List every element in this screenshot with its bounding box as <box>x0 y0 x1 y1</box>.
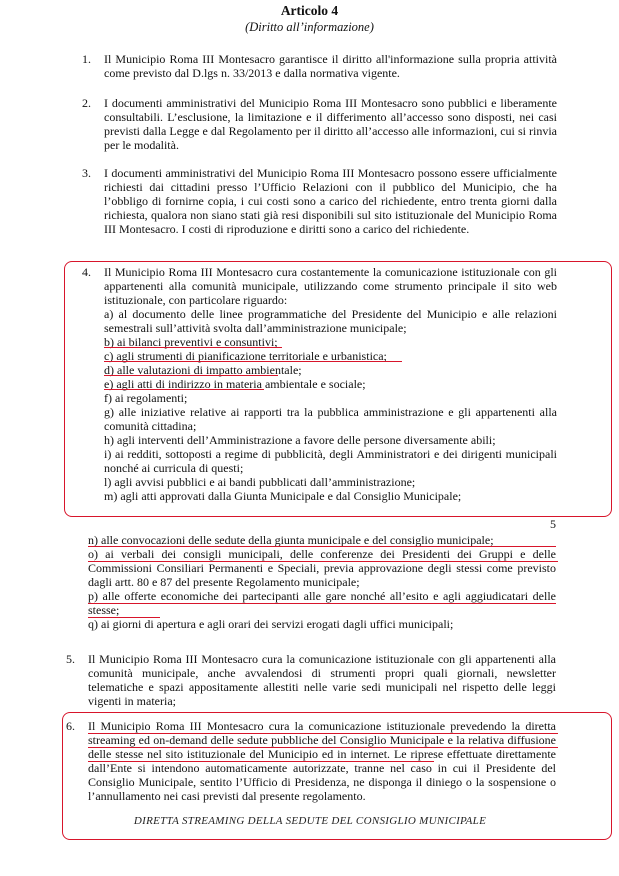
subitem-g: g) alle iniziative relative ai rapporti tra la pubblica amministrazione e gli appartenenti alla comunità cittadina; <box>104 405 557 433</box>
article-subtitle: (Diritto all’informazione) <box>245 20 374 34</box>
underline-d <box>104 375 278 376</box>
underline-6-2 <box>88 747 558 748</box>
underline-p2 <box>88 617 160 618</box>
subitem-d: d) alle valutazioni di impatto ambientale; <box>104 363 302 377</box>
streaming-caption: DIRETTA STREAMING DELLA SEDUTE DEL CONSIGLIO MUNICIPALE <box>133 815 487 827</box>
page-number: 5 <box>550 517 556 531</box>
subitem-c: c) agli strumenti di pianificazione territoriale e urbanistica; <box>104 349 387 363</box>
subitem-a: a) al documento delle linee programmatiche del Presidente del Municipio e alle relazioni semestrali sull’attività svolta dall’amministrazione municipale; <box>104 307 557 335</box>
list-item-3 <box>82 166 557 256</box>
subitem-e: e) agli atti di indirizzo in materia ambientale e sociale; <box>104 377 366 391</box>
underline-6-1 <box>88 733 558 734</box>
item-text: Il Municipio Roma III Montesacro garantisce il diritto all'informazione sulla propria attività come previsto dal D.lgs n. 33/2013 e dalla normativa vigente. <box>104 52 557 80</box>
underline-e <box>104 389 264 390</box>
underline-o <box>88 561 558 562</box>
list-item-1 <box>82 52 557 82</box>
item-number: 1. <box>82 52 91 66</box>
item-number: 4. <box>82 265 91 279</box>
item-number: 6. <box>66 719 75 733</box>
item-number: 3. <box>82 166 91 180</box>
list-item-5 <box>66 652 556 710</box>
list-item-2 <box>82 96 557 154</box>
underline-b <box>104 347 282 348</box>
item-text: Il Municipio Roma III Montesacro cura la comunicazione istituzionale prevedendo la diretta streaming ed on-demand delle sedute pubbliche del Consiglio Municipale e la relativa diffusione delle stesse nel sito istituzionale del Municipio ed in internet. Le riprese effettuate direttamente dall’Ente si intendono automaticamente autorizzate, tranne nel caso in cui il Presidente del Consiglio Municipale, sentito l’Ufficio di Presidenza, ne disponga il diniego o la sospensione o l’annullamento nei casi previsti dal presente regolamento. <box>88 719 556 803</box>
item-4-body <box>104 265 557 503</box>
subitem-m: m) agli atti approvati dalla Giunta Municipale e dal Consiglio Municipale; <box>104 489 462 503</box>
item-text: I documenti amministrativi del Municipio Roma III Montesacro possono essere ufficialmente richiesti dai cittadini presso l’Ufficio Relazioni con il pubblico del Municipio, che ha l’obbligo di fornirne copia, i cui costi sono a carico del richiedente, entro trenta giorni dalla richiesta, qualora non siano stati già resi disponibili sul sito istituzionale del Municipio Roma III Montesacro. I costi di riproduzione e diritti sono a carico del richiedente. <box>104 166 557 236</box>
subitem-h: h) agli interventi dell’Amministrazione a favore delle persone diversamente abili; <box>104 433 496 447</box>
item-text: Il Municipio Roma III Montesacro cura la comunicazione istituzionale con gli appartenenti alla comunità municipale, anche avvalendosi di strumenti propri quali giornali, newsletter telematiche e spazi appositamente allestiti nelle varie sedi municipali nel rispetto delle leggi vigenti in materia; <box>88 652 556 708</box>
item-text: I documenti amministrativi del Municipio Roma III Montesacro sono pubblici e liberamente consultabili. L’esclusione, la limitazione e il differimento all’accesso sono disposti, nei casi previsti dalla Legge e dal Regolamento per il diritto all’accesso alle informazioni, cui si rinvia per le modalità. <box>104 96 557 152</box>
article-title: Articolo 4 <box>280 3 339 18</box>
subitem-p: p) alle offerte economiche dei partecipanti alle gare nonché all’esito e agli aggiudicatari delle stesse; <box>88 589 556 617</box>
subitem-b: b) ai bilanci preventivi e consuntivi; <box>104 335 278 349</box>
underline-6-3 <box>88 761 434 762</box>
item-number: 5. <box>66 652 75 666</box>
subitem-i: i) ai redditi, sottoposti a regime di pubblicità, degli Amministratori e dei dirigenti municipali nonché ai curricula di questi; <box>104 447 557 475</box>
subitem-n: n) alle convocazioni delle sedute della giunta municipale e del consiglio municipale; <box>88 533 494 547</box>
subitem-f: f) ai regolamenti; <box>104 391 188 405</box>
subitem-q: q) ai giorni di apertura e agli orari dei servizi erogati dagli uffici municipali; <box>88 617 454 631</box>
underline-p1 <box>88 603 556 604</box>
subitem-o: o) ai verbali dei consigli municipali, delle conferenze dei Presidenti dei Gruppi e delle Commissioni Consiliari Permanenti e Speciali, previa approvazione degli stessi come previsto dagli artt. 80 e 87 del presente Regolamento municipale; <box>88 547 556 589</box>
list-item-4 <box>82 265 557 515</box>
item-4-intro: Il Municipio Roma III Montesacro cura costantemente la comunicazione istituzionale con gli appartenenti alla comunità municipale, utilizzando come strumento principale il sito web istituzionale, con particolare riguardo: <box>104 265 557 307</box>
item-number: 2. <box>82 96 91 110</box>
subitem-l: l) agli avvisi pubblici e ai bandi pubblicati dall’amministrazione; <box>104 475 416 489</box>
underline-c <box>104 361 402 362</box>
underline-n <box>88 546 556 547</box>
